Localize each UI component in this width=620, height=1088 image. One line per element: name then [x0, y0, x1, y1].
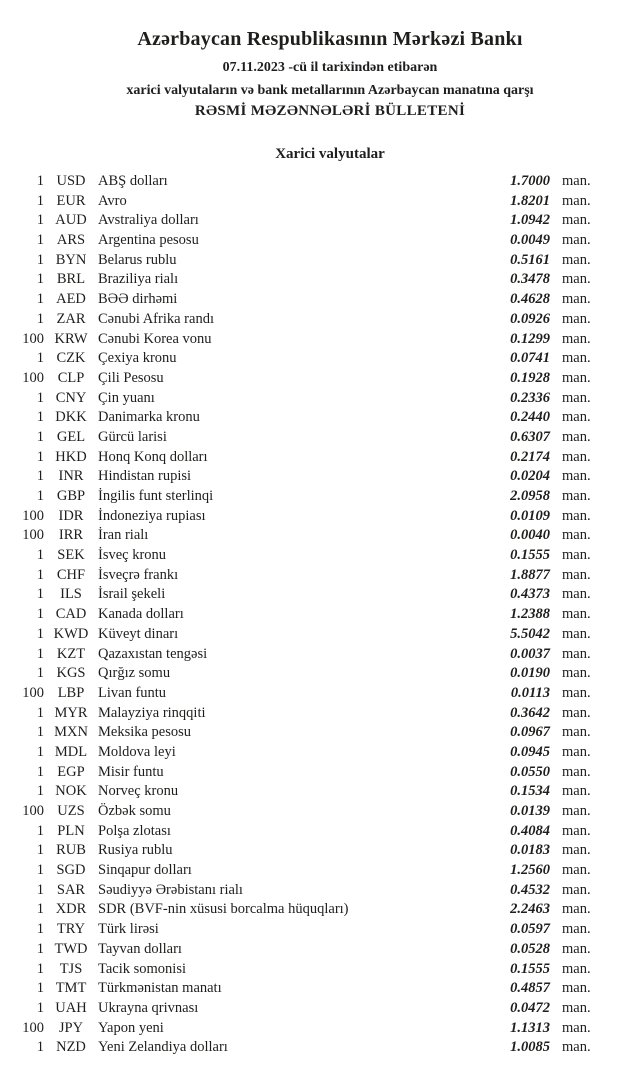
currency-name-cell: Tayvan dolları [98, 940, 182, 957]
unit-cell: man. [562, 625, 591, 642]
unit-cell: man. [562, 606, 591, 623]
currency-name-cell: ABŞ dolları [98, 173, 168, 189]
quantity-cell: 100 [22, 1019, 44, 1036]
rate-row [0, 349, 620, 369]
rate-value-cell: 0.1928 [510, 369, 550, 386]
section-title-foreign-currencies: Xarici valyutalar [275, 146, 385, 162]
rate-value-cell: 0.1555 [510, 960, 550, 977]
currency-code-cell: AUD [55, 212, 87, 229]
unit-cell: man. [562, 251, 591, 268]
rate-value-cell: 0.4857 [510, 980, 550, 997]
quantity-cell: 1 [36, 310, 44, 327]
currency-name-cell: Braziliya rialı [98, 271, 179, 288]
currency-code-cell: KRW [54, 330, 88, 347]
quantity-cell: 1 [36, 251, 44, 268]
quantity-cell: 1 [36, 645, 44, 662]
rates-table [0, 172, 620, 1058]
quantity-cell: 1 [36, 448, 44, 465]
rate-value-cell: 0.2174 [510, 448, 550, 465]
rate-row [0, 172, 620, 192]
currency-code-cell: EGP [57, 763, 85, 780]
currency-code-cell: TMT [55, 980, 87, 997]
rate-row [0, 290, 620, 310]
currency-code-cell: GBP [56, 488, 86, 504]
bulletin-title: RƏSMİ MƏZƏNNƏLƏRİ BÜLLETENİ [194, 103, 466, 119]
rate-row [0, 487, 620, 507]
currency-code-cell: SAR [56, 881, 86, 898]
rate-value-cell: 0.4628 [510, 291, 550, 308]
currency-code-cell: EUR [56, 192, 86, 209]
unit-cell: man. [562, 684, 591, 701]
currency-code-cell: CNY [55, 389, 87, 406]
rate-row [0, 900, 620, 920]
unit-cell: man. [562, 448, 591, 465]
quantity-cell: 1 [36, 232, 44, 249]
rate-row [0, 684, 620, 704]
quantity-cell: 1 [36, 212, 44, 229]
rate-row [0, 330, 620, 350]
unit-cell: man. [562, 743, 591, 760]
rate-value-cell: 1.0942 [510, 212, 550, 229]
unit-cell: man. [562, 724, 591, 741]
unit-cell: man. [562, 173, 591, 189]
rate-value-cell: 2.0958 [510, 488, 550, 504]
rate-value-cell: 0.0037 [510, 645, 550, 662]
currency-name-cell: Cənubi Korea vonu [98, 330, 212, 347]
quantity-cell: 100 [22, 507, 44, 524]
document-subtitle: xarici valyutaların və bank metallarının Azərbaycan manatına qarşı [126, 83, 534, 98]
currency-name-cell: Polşa zlotası [98, 822, 171, 839]
currency-name-cell: Ukrayna qrivnası [98, 999, 199, 1016]
quantity-cell: 1 [36, 409, 44, 426]
unit-cell: man. [562, 586, 591, 603]
rate-value-cell: 0.0139 [510, 803, 550, 819]
quantity-cell: 1 [36, 468, 44, 485]
rate-value-cell: 0.0049 [510, 232, 550, 249]
unit-cell: man. [562, 999, 591, 1016]
currency-name-cell: Hindistan rupisi [98, 468, 192, 485]
currency-code-cell: SGD [56, 862, 86, 879]
quantity-cell: 1 [36, 389, 44, 406]
unit-cell: man. [562, 803, 591, 819]
unit-cell: man. [562, 901, 591, 918]
currency-code-cell: IDR [58, 507, 84, 524]
unit-cell: man. [562, 566, 591, 583]
rate-value-cell: 0.0204 [510, 468, 550, 485]
quantity-cell: 1 [36, 842, 44, 859]
quantity-cell: 1 [36, 901, 44, 918]
rate-value-cell: 0.0528 [510, 940, 550, 957]
rate-row [0, 743, 620, 763]
currency-code-cell: SEK [57, 547, 85, 564]
rate-row [0, 841, 620, 861]
currency-code-cell: BRL [56, 271, 86, 288]
unit-cell: man. [562, 488, 591, 504]
rate-value-cell: 0.0109 [510, 507, 550, 524]
unit-cell: man. [562, 645, 591, 662]
currency-code-cell: ARS [56, 232, 86, 249]
quantity-cell: 1 [36, 566, 44, 583]
rate-value-cell: 0.0741 [510, 350, 550, 367]
currency-code-cell: AED [56, 291, 86, 308]
unit-cell: man. [562, 921, 591, 938]
rate-value-cell: 0.0190 [510, 665, 550, 682]
rate-row [0, 664, 620, 684]
rate-row [0, 428, 620, 448]
unit-cell: man. [562, 330, 591, 347]
quantity-cell: 1 [36, 980, 44, 997]
unit-cell: man. [562, 940, 591, 957]
currency-code-cell: ZAR [56, 310, 86, 327]
rate-row [0, 1038, 620, 1058]
rate-value-cell: 0.2440 [510, 409, 550, 426]
bank-title: Azərbaycan Respublikasının Mərkəzi Bankı [137, 28, 523, 50]
rate-value-cell: 0.0113 [510, 684, 550, 701]
rate-value-cell: 0.6307 [510, 428, 550, 445]
currency-code-cell: MXN [54, 724, 88, 741]
rate-value-cell: 1.2388 [510, 606, 550, 623]
rate-row [0, 566, 620, 586]
currency-code-cell: XDR [55, 901, 87, 918]
unit-cell: man. [562, 232, 591, 249]
rate-row [0, 625, 620, 645]
currency-name-cell: Çexiya kronu [98, 350, 177, 367]
quantity-cell: 100 [22, 527, 44, 544]
rate-row [0, 782, 620, 802]
currency-name-cell: Qazaxıstan tengəsi [98, 645, 208, 662]
currency-name-cell: Moldova leyi [98, 743, 176, 760]
rate-value-cell: 0.0597 [510, 921, 550, 938]
currency-code-cell: TRY [56, 921, 86, 938]
currency-code-cell: IRR [58, 527, 84, 544]
unit-cell: man. [562, 527, 591, 544]
currency-name-cell: Türkmənistan manatı [98, 980, 222, 997]
rate-value-cell: 1.0085 [510, 1039, 550, 1056]
rate-value-cell: 0.0472 [510, 999, 550, 1016]
currency-code-cell: UAH [55, 999, 87, 1016]
unit-cell: man. [562, 507, 591, 524]
unit-cell: man. [562, 212, 591, 229]
rate-row [0, 704, 620, 724]
currency-name-cell: Meksika pesosu [98, 724, 192, 741]
unit-cell: man. [562, 409, 591, 426]
quantity-cell: 100 [22, 803, 44, 819]
currency-name-cell: BƏƏ dirhəmi [98, 291, 178, 308]
currency-code-cell: TJS [59, 960, 83, 977]
currency-code-cell: HKD [55, 448, 87, 465]
quantity-cell: 1 [36, 822, 44, 839]
currency-name-cell: Özbək somu [98, 803, 171, 819]
currency-name-cell: Səudiyyə Ərəbistanı rialı [98, 881, 243, 898]
rate-value-cell: 0.0550 [510, 763, 550, 780]
currency-code-cell: JPY [58, 1019, 84, 1036]
rate-row [0, 763, 620, 783]
unit-cell: man. [562, 291, 591, 308]
quantity-cell: 100 [22, 330, 44, 347]
rate-value-cell: 1.8201 [510, 192, 550, 209]
currency-name-cell: SDR (BVF-nin xüsusi borcalma hüquqları) [98, 901, 349, 918]
rate-row [0, 920, 620, 940]
rate-row [0, 408, 620, 428]
unit-cell: man. [562, 704, 591, 721]
rate-row [0, 1019, 620, 1039]
quantity-cell: 100 [22, 684, 44, 701]
currency-name-cell: Çili Pesosu [98, 369, 164, 386]
unit-cell: man. [562, 783, 591, 800]
currency-name-cell: Livan funtu [98, 684, 167, 701]
unit-cell: man. [562, 468, 591, 485]
currency-name-cell: İsveçrə frankı [98, 566, 179, 583]
currency-name-cell: Malayziya rinqqiti [98, 704, 206, 721]
quantity-cell: 1 [36, 783, 44, 800]
currency-code-cell: MYR [54, 704, 88, 721]
currency-code-cell: MDL [54, 743, 88, 760]
quantity-cell: 1 [36, 547, 44, 564]
currency-name-cell: Belarus rublu [98, 251, 177, 268]
currency-code-cell: LBP [57, 684, 85, 701]
unit-cell: man. [562, 310, 591, 327]
currency-code-cell: RUB [56, 842, 86, 859]
currency-code-cell: KZT [56, 645, 86, 662]
rate-row [0, 507, 620, 527]
currency-code-cell: USD [56, 173, 86, 189]
currency-code-cell: NZD [56, 1039, 86, 1056]
rate-row [0, 723, 620, 743]
unit-cell: man. [562, 763, 591, 780]
rate-row [0, 940, 620, 960]
quantity-cell: 1 [36, 1039, 44, 1056]
rate-row [0, 251, 620, 271]
currency-code-cell: ILS [60, 586, 82, 603]
rate-row [0, 526, 620, 546]
rate-row [0, 231, 620, 251]
currency-code-cell: PLN [57, 822, 85, 839]
rate-row [0, 310, 620, 330]
rate-row [0, 645, 620, 665]
rate-value-cell: 0.1299 [510, 330, 550, 347]
currency-code-cell: CHF [56, 566, 86, 583]
quantity-cell: 1 [36, 724, 44, 741]
currency-name-cell: Küveyt dinarı [98, 625, 179, 642]
currency-name-cell: İran rialı [98, 527, 149, 544]
currency-name-cell: Gürcü larisi [98, 428, 167, 445]
rate-row [0, 960, 620, 980]
rate-value-cell: 0.0926 [510, 310, 550, 327]
currency-code-cell: DKK [55, 409, 87, 426]
currency-name-cell: İsrail şekeli [98, 586, 166, 603]
quantity-cell: 1 [36, 271, 44, 288]
currency-code-cell: CAD [55, 606, 87, 623]
unit-cell: man. [562, 350, 591, 367]
quantity-cell: 1 [36, 881, 44, 898]
rate-value-cell: 0.0040 [510, 527, 550, 544]
rate-row [0, 448, 620, 468]
rate-row [0, 861, 620, 881]
rate-value-cell: 0.3478 [510, 271, 550, 288]
unit-cell: man. [562, 192, 591, 209]
rate-value-cell: 0.4532 [510, 881, 550, 898]
currency-code-cell: GEL [56, 428, 86, 445]
currency-code-cell: CLP [57, 369, 85, 386]
unit-cell: man. [562, 980, 591, 997]
currency-code-cell: CZK [56, 350, 86, 367]
rate-value-cell: 1.8877 [510, 566, 550, 583]
quantity-cell: 1 [36, 173, 44, 189]
unit-cell: man. [562, 389, 591, 406]
rate-row [0, 979, 620, 999]
rate-value-cell: 0.4084 [510, 822, 550, 839]
currency-name-cell: İsveç kronu [98, 547, 167, 564]
currency-name-cell: Avro [98, 192, 127, 209]
rate-row [0, 605, 620, 625]
rate-row [0, 192, 620, 212]
currency-name-cell: Türk lirəsi [98, 921, 159, 938]
effective-date-line: 07.11.2023 -cü il tarixindən etibarən [222, 60, 438, 75]
unit-cell: man. [562, 369, 591, 386]
currency-name-cell: İndoneziya rupiası [98, 507, 206, 524]
currency-name-cell: Sinqapur dolları [98, 862, 192, 879]
quantity-cell: 1 [36, 586, 44, 603]
document-header [20, 0, 620, 119]
rate-row [0, 369, 620, 389]
unit-cell: man. [562, 271, 591, 288]
currency-name-cell: İngilis funt sterlinqi [98, 488, 214, 504]
quantity-cell: 1 [36, 350, 44, 367]
currency-name-cell: Misir funtu [98, 763, 164, 780]
quantity-cell: 1 [36, 192, 44, 209]
rate-row [0, 999, 620, 1019]
quantity-cell: 1 [36, 999, 44, 1016]
rate-value-cell: 0.1534 [510, 783, 550, 800]
currency-name-cell: Danimarka kronu [98, 409, 200, 426]
rate-row [0, 389, 620, 409]
unit-cell: man. [562, 1019, 591, 1036]
currency-code-cell: UZS [57, 803, 85, 819]
rate-value-cell: 0.2336 [510, 389, 550, 406]
rate-value-cell: 1.2560 [510, 862, 550, 879]
quantity-cell: 1 [36, 763, 44, 780]
rate-value-cell: 0.0967 [510, 724, 550, 741]
rate-row [0, 467, 620, 487]
unit-cell: man. [562, 547, 591, 564]
currency-name-cell: Çin yuanı [98, 389, 155, 406]
quantity-cell: 1 [36, 940, 44, 957]
rate-value-cell: 0.0945 [510, 743, 550, 760]
unit-cell: man. [562, 1039, 591, 1056]
rate-value-cell: 0.3642 [510, 704, 550, 721]
quantity-cell: 1 [36, 862, 44, 879]
currency-name-cell: Yapon yeni [98, 1019, 164, 1036]
quantity-cell: 1 [36, 665, 44, 682]
currency-name-cell: Avstraliya dolları [98, 212, 199, 229]
rate-row [0, 270, 620, 290]
currency-code-cell: INR [58, 468, 84, 485]
rate-row [0, 546, 620, 566]
quantity-cell: 1 [36, 704, 44, 721]
currency-name-cell: Yeni Zelandiya dolları [98, 1039, 228, 1056]
currency-name-cell: Argentina pesosu [98, 232, 199, 249]
currency-name-cell: Norveç kronu [98, 783, 179, 800]
rate-value-cell: 2.2463 [510, 901, 550, 918]
quantity-cell: 1 [36, 606, 44, 623]
rate-value-cell: 0.0183 [510, 842, 550, 859]
quantity-cell: 1 [36, 625, 44, 642]
unit-cell: man. [562, 665, 591, 682]
currency-code-cell: KGS [56, 665, 86, 682]
unit-cell: man. [562, 842, 591, 859]
rate-row [0, 822, 620, 842]
currency-name-cell: Kanada dolları [98, 606, 184, 623]
unit-cell: man. [562, 881, 591, 898]
quantity-cell: 1 [36, 291, 44, 308]
quantity-cell: 1 [36, 743, 44, 760]
quantity-cell: 1 [36, 960, 44, 977]
quantity-cell: 1 [36, 488, 44, 504]
rate-value-cell: 1.1313 [510, 1019, 550, 1036]
rate-value-cell: 0.1555 [510, 547, 550, 564]
currency-name-cell: Cənubi Afrika randı [98, 310, 214, 327]
unit-cell: man. [562, 428, 591, 445]
quantity-cell: 1 [36, 428, 44, 445]
currency-code-cell: TWD [54, 940, 88, 957]
currency-code-cell: KWD [53, 625, 89, 642]
currency-name-cell: Qırğız somu [98, 665, 171, 682]
currency-code-cell: BYN [55, 251, 87, 268]
rate-value-cell: 0.5161 [510, 251, 550, 268]
rate-row [0, 211, 620, 231]
unit-cell: man. [562, 862, 591, 879]
currency-name-cell: Rusiya rublu [98, 842, 173, 859]
currency-name-cell: Honq Konq dolları [98, 448, 208, 465]
rate-row [0, 585, 620, 605]
unit-cell: man. [562, 960, 591, 977]
unit-cell: man. [562, 822, 591, 839]
rate-value-cell: 0.4373 [510, 586, 550, 603]
currency-name-cell: Tacik somonisi [98, 960, 186, 977]
rate-row [0, 881, 620, 901]
quantity-cell: 1 [36, 921, 44, 938]
currency-code-cell: NOK [55, 783, 87, 800]
rate-value-cell: 5.5042 [510, 625, 550, 642]
rate-row [0, 802, 620, 822]
quantity-cell: 100 [22, 369, 44, 386]
rate-value-cell: 1.7000 [510, 173, 550, 189]
